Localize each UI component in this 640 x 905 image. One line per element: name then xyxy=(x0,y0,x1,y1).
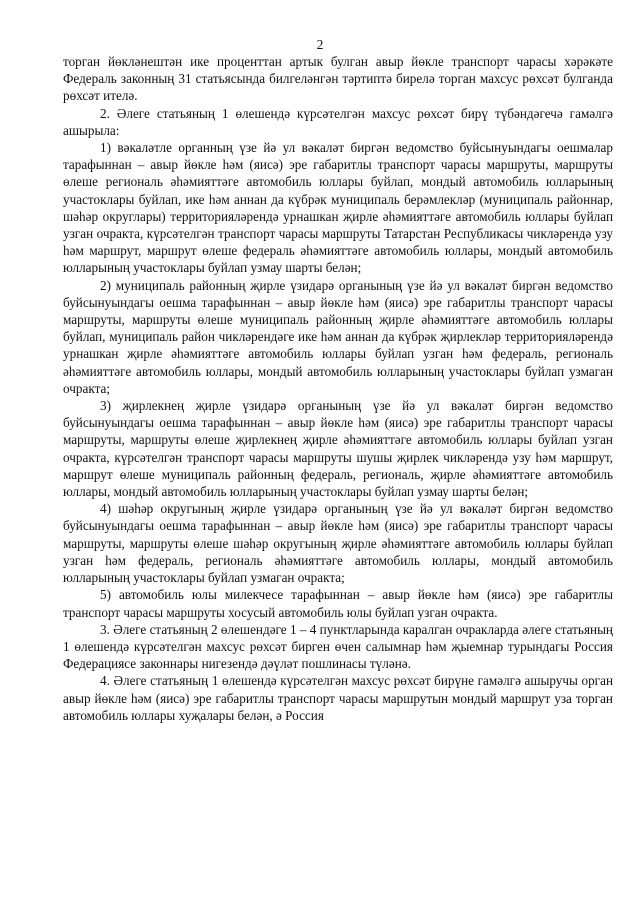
paragraph-clause-2: 2. Әлеге статьяның 1 өлешендә күрсәтелгән махсус рөхсәт бирү түбәндәгечә гамәлгә ашырыла: xyxy=(63,105,613,138)
paragraph-continuation: торган йөкләнештән ике проценттан артык булган авыр йөкле транспорт чарасы хәрәкәте Федераль законның 31 статьясында билгеләнгән тәртиптә бирелә торган махсус рөхсәт булганда рөхсәт ителә. xyxy=(63,54,613,104)
paragraph-clause-3: 3. Әлеге статьяның 2 өлешендәге 1 – 4 пунктларында каралган очракларда әлеге статьяның 1 өлешендә күрсәтелгән махсус рөхсәт бирген өчен салымнар һәм җыемнар турындагы Россия Федерациясе законнары нигезендә дәүләт пошлинасы түләнә. xyxy=(63,621,613,672)
paragraph-clause-4: 4. Әлеге статьяның 1 өлешендә күрсәтелгән махсус рөхсәт бирүне гамәлгә ашыручы орган авыр йөкле һәм (яисә) эре габаритлы транспорт чарасы маршрутын мондый маршрут уза торган автомобиль юллары хуҗалары белән, ә Россия xyxy=(63,673,613,723)
paragraph-item-2: 2) муниципаль районның җирле үзидарә органының үзе йә ул вәкаләт биргән ведомство буйсынуындагы оешма тарафыннан – авыр йөкле һәм (яисә) эре габаритлы транспорт чарасы маршруты, маршруты өлеше муниципаль районның җирле әһәмияттәге автомобиль юллары буйлап, муниципаль район чикләрендәге ике һәм аннан да күбрәк җирлекләр территорияләрендә урнашкан җирле әһәмияттәге автомобиль юллары буйлап узган һәм федераль, региональ әһәмияттәге автомобиль юллары, мондый автомобиль юлларының участоклары буйлап узмаган очракта; xyxy=(63,277,613,396)
document-body xyxy=(63,53,613,724)
page-number: 2 xyxy=(316,37,324,52)
paragraph-item-4: 4) шәһәр округының җирле үзидарә органының үзе йә ул вәкаләт биргән ведомство буйсынуындагы оешма тарафыннан – авыр йөкле һәм (яисә) эре габаритлы транспорт чарасы маршруты, маршруты өлеше шәһәр округының җирле әһәмияттәге автомобиль юллары буйлап узган һәм федераль, региональ әһәмияттәге автомобиль юллары, мондый автомобиль юлларының участоклары буйлап узмаган очракта; xyxy=(63,501,613,586)
paragraph-item-5: 5) автомобиль юлы милекчесе тарафыннан – авыр йөкле һәм (яисә) эре габаритлы транспорт чарасы маршруты хосусый автомобиль юлы буйлап узган очракта. xyxy=(63,587,613,620)
paragraph-item-1: 1) вәкаләтле органның үзе йә ул вәкаләт биргән ведомство буйсынуындагы оешмалар тарафыннан – авыр йөкле һәм (яисә) эре габаритлы транспорт чарасы маршруты, маршруты өлеше региональ әһәмияттәге автомобиль юллары буйлап, мондый автомобиль юлларының участоклары буйлап, ике һәм аннан да күбрәк муниципаль берәмлекләр (муниципаль районнар, шәһәр округлары) территорияләрендә урнашкан җирле әһәмияттәге автомобиль юллары буйлап узган очракта, күрсәтелгән транспорт чарасы маршруты Татарстан Республикасы чикләрендә узу һәм маршрут, маршрут өлеше федераль әһәмияттәге автомобиль юллары, мондый автомобиль юлларының участоклары буйлап узмау шарты белән; xyxy=(63,140,613,276)
paragraph-item-3: 3) җирлекнең җирле үзидарә органының үзе йә ул вәкаләт биргән ведомство буйсынуындагы оешма тарафыннан – авыр йөкле һәм (яисә) эре габаритлы транспорт чарасы маршруты, маршруты өлеше җирлекнең җирле әһәмияттәге автомобиль юллары буйлап узган очракта, күрсәтелгән транспорт чарасы маршруты шушы җирлек чикләрендә узу һәм маршрут, маршрут өлеше муниципаль районның федераль, региональ, җирле әһәмияттәге автомобиль юллары, мондый автомобиль юлларының участоклары буйлап узмау шарты белән; xyxy=(63,398,613,500)
